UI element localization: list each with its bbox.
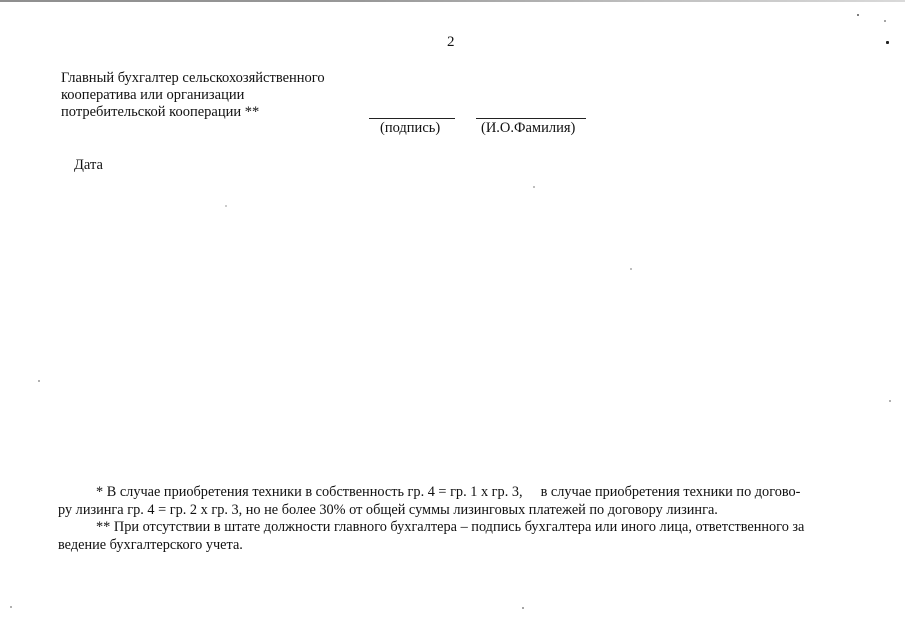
scan-speck bbox=[884, 20, 886, 22]
signer-title-line: Главный бухгалтер сельскохозяйственного bbox=[61, 70, 325, 86]
scan-speck bbox=[857, 14, 859, 16]
scan-top-edge bbox=[0, 0, 905, 2]
scan-speck bbox=[889, 400, 891, 402]
signature-line bbox=[369, 118, 455, 119]
full-name-caption: (И.О.Фамилия) bbox=[481, 120, 576, 136]
page-number: 2 bbox=[447, 34, 455, 50]
scan-speck bbox=[225, 205, 227, 207]
scan-speck bbox=[38, 380, 40, 382]
footnote-line: ** При отсутствии в штате должности главного бухгалтера – подпись бухгалтера или иного лица, ответственного за bbox=[96, 519, 805, 535]
footnote-1-part-1: * В случае приобретения техники в собственность гр. 4 = гр. 1 х гр. 3, bbox=[96, 484, 523, 500]
scan-speck bbox=[533, 186, 535, 188]
footnote-line: ру лизинга гр. 4 = гр. 2 х гр. 3, но не более 30% от общей суммы лизинговых платежей по договору лизинга. bbox=[58, 501, 718, 518]
signer-title bbox=[61, 70, 381, 121]
signer-title-line: кооператива или организации bbox=[61, 87, 245, 103]
scan-speck bbox=[886, 41, 889, 44]
signature-caption: (подпись) bbox=[380, 120, 441, 136]
footnote-line bbox=[58, 484, 855, 502]
date-label: Дата bbox=[74, 157, 103, 173]
scan-speck bbox=[522, 607, 524, 609]
footnote-line: ведение бухгалтерского учета. bbox=[58, 536, 243, 553]
full-name-line bbox=[476, 118, 586, 119]
scan-speck bbox=[630, 268, 632, 270]
footnotes bbox=[58, 484, 855, 554]
scan-speck bbox=[10, 606, 12, 608]
signer-title-line: потребительской кооперации ** bbox=[61, 104, 260, 120]
footnote-1-part-2: в случае приобретения техники по догово- bbox=[540, 484, 801, 500]
